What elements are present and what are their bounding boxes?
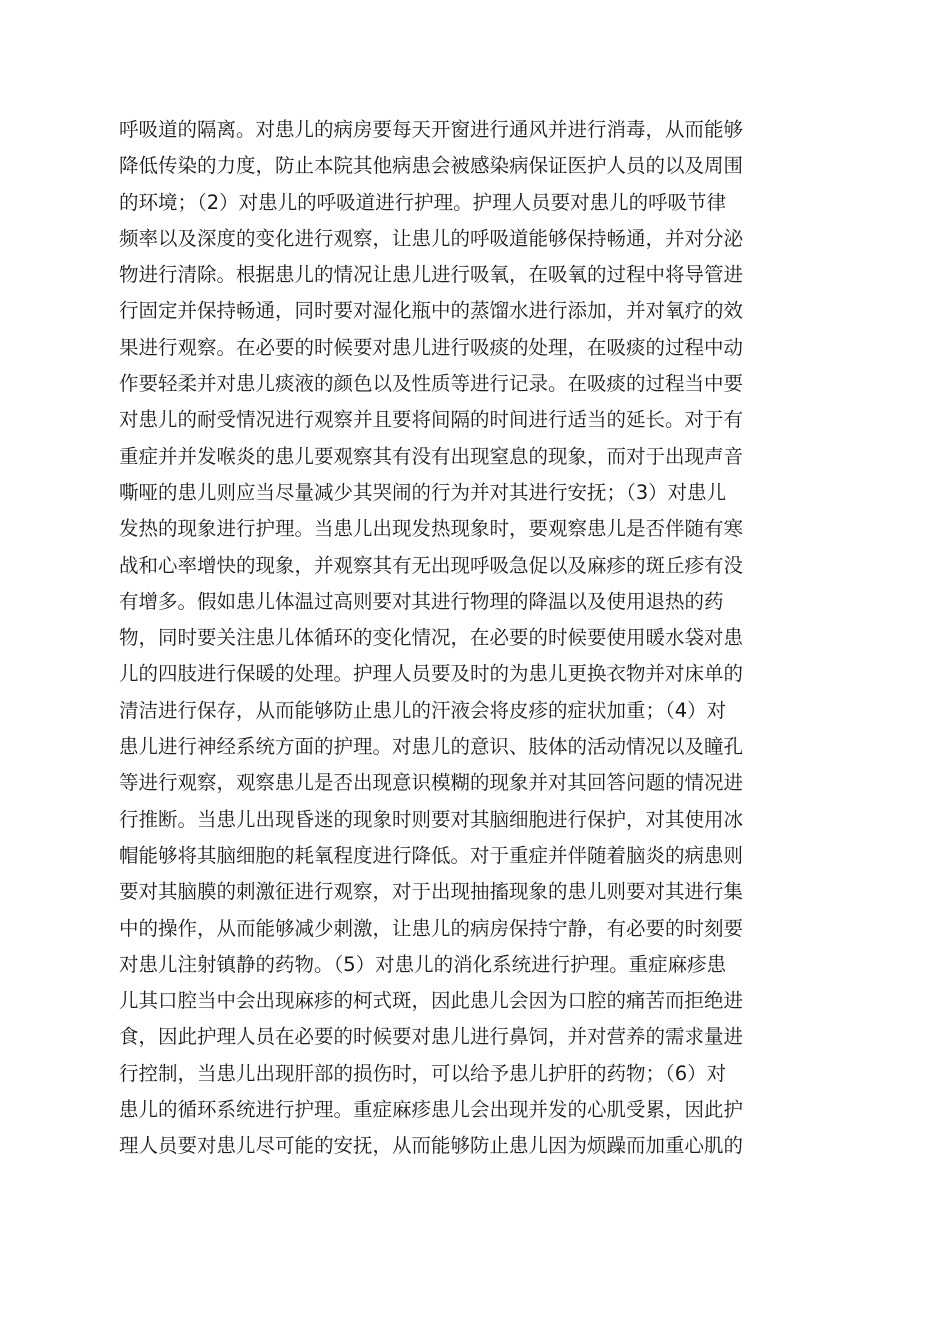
- text-line: 发热的现象进行护理。当患儿出现发热现象时，要观察患儿是否伴随有寒: [119, 517, 744, 541]
- text-line: 等进行观察，观察患儿是否出现意识模糊的现象并对其回答问题的情况进: [119, 771, 744, 795]
- text-line: 物，同时要关注患儿体循环的变化情况，在必要的时候要使用暖水袋对患: [119, 626, 744, 650]
- text-line: 患儿进行神经系统方面的护理。对患儿的意识、肢体的活动情况以及瞳孔: [119, 735, 744, 759]
- text-line: 儿其口腔当中会出现麻疹的柯式斑，因此患儿会因为口腔的痛苦而拒绝进: [119, 989, 744, 1013]
- text-line: 清洁进行保存，从而能够防止患儿的汗液会将皮疹的症状加重；（4）对: [119, 698, 727, 722]
- text-line: 儿的四肢进行保暖的处理。护理人员要及时的为患儿更换衣物并对床单的: [119, 662, 744, 686]
- text-line: 行推断。当患儿出现昏迷的现象时则要对其脑细胞进行保护，对其使用冰: [119, 807, 744, 831]
- text-line: 对患儿的耐受情况进行观察并且要将间隔的时间进行适当的延长。对于有: [119, 408, 744, 432]
- text-line: 行控制，当患儿出现肝部的损伤时，可以给予患儿护肝的药物；（6）对: [119, 1061, 727, 1085]
- body-text: [119, 112, 835, 1165]
- text-line: 物进行清除。根据患儿的情况让患儿进行吸氧，在吸氧的过程中将导管进: [119, 263, 744, 287]
- text-line: 有增多。假如患儿体温过高则要对其进行物理的降温以及使用退热的药: [119, 589, 724, 613]
- text-line: 战和心率增快的现象，并观察其有无出现呼吸急促以及麻疹的斑丘疹有没: [119, 553, 744, 577]
- text-line: 果进行观察。在必要的时候要对患儿进行吸痰的处理，在吸痰的过程中动: [119, 335, 744, 359]
- text-line: 嘶哑的患儿则应当尽量减少其哭闹的行为并对其进行安抚；（3）对患儿: [119, 480, 727, 504]
- text-line: 作要轻柔并对患儿痰液的颜色以及性质等进行记录。在吸痰的过程当中要: [119, 372, 744, 396]
- text-line: 的环境；（2）对患儿的呼吸道进行护理。护理人员要对患儿的呼吸节律: [119, 190, 727, 214]
- text-line: 要对其脑膜的刺激征进行观察，对于出现抽搐现象的患儿则要对其进行集: [119, 880, 744, 904]
- text-line: 行固定并保持畅通，同时要对湿化瓶中的蒸馏水进行添加，并对氧疗的效: [119, 299, 744, 323]
- text-line: 呼吸道的隔离。对患儿的病房要每天开窗进行通风并进行消毒，从而能够: [119, 118, 744, 141]
- text-line: 食，因此护理人员在必要的时候要对患儿进行鼻饲，并对营养的需求量进: [119, 1025, 744, 1049]
- text-line: 理人员要对患儿尽可能的安抚，从而能够防止患儿因为烦躁而加重心肌的: [119, 1134, 744, 1158]
- text-line: 帽能够将其脑细胞的耗氧程度进行降低。对于重症并伴随着脑炎的病患则: [119, 843, 744, 867]
- text-line: 患儿的循环系统进行护理。重症麻疹患儿会出现并发的心肌受累，因此护: [119, 1098, 744, 1122]
- text-line: 降低传染的力度，防止本院其他病患会被感染病保证医护人员的以及周围: [119, 154, 744, 178]
- text-line: 对患儿注射镇静的药物。（5）对患儿的消化系统进行护理。重症麻疹患: [119, 952, 727, 976]
- text-line: 中的操作，从而能够减少刺激，让患儿的病房保持宁静，有必要的时刻要: [119, 916, 744, 940]
- text-line: 重症并并发喉炎的患儿要观察其有没有出现窒息的现象，而对于出现声音: [119, 444, 744, 468]
- text-line: 频率以及深度的变化进行观察，让患儿的呼吸道能够保持畅通，并对分泌: [119, 226, 744, 250]
